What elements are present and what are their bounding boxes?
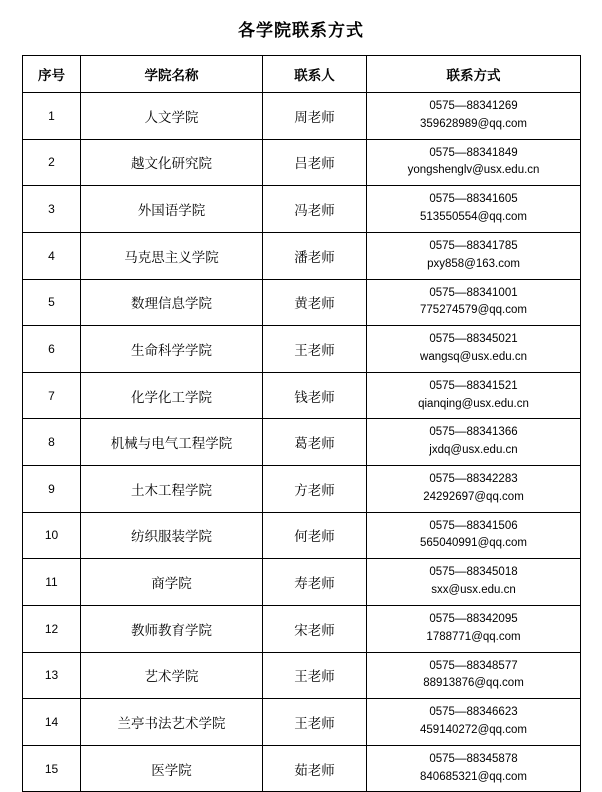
table-row (23, 652, 581, 699)
column-header-contact: 联系人 (263, 56, 367, 93)
cell-contact-info (367, 419, 581, 466)
contact-email: yongshenglv@usx.edu.cn (407, 164, 540, 177)
table-row (23, 605, 581, 652)
cell-index: 13 (23, 652, 81, 699)
table-body (23, 93, 581, 792)
contact-phone: 0575—88345021 (429, 333, 518, 346)
table-row (23, 186, 581, 233)
column-header-contact-info: 联系方式 (367, 56, 581, 93)
cell-contact-info (367, 605, 581, 652)
cell-college-name: 马克思主义学院 (81, 232, 263, 279)
cell-contact-person: 钱老师 (263, 372, 367, 419)
cell-contact-person: 黄老师 (263, 279, 367, 326)
cell-index: 4 (23, 232, 81, 279)
contact-phone: 0575—88341366 (429, 426, 518, 439)
table-row (23, 326, 581, 373)
cell-college-name: 医学院 (81, 745, 263, 792)
cell-contact-info (367, 745, 581, 792)
table-row (23, 512, 581, 559)
contact-email: 565040991@qq.com (420, 537, 527, 550)
cell-contact-person: 何老师 (263, 512, 367, 559)
cell-contact-person: 寿老师 (263, 559, 367, 606)
table-row (23, 279, 581, 326)
cell-college-name: 教师教育学院 (81, 605, 263, 652)
column-header-no: 序号 (23, 56, 81, 93)
contact-email: 1788771@qq.com (426, 630, 521, 643)
contact-phone: 0575—88341521 (429, 379, 518, 392)
page-title: 各学院联系方式 (238, 21, 364, 41)
cell-index: 11 (23, 559, 81, 606)
contact-phone: 0575—88341506 (429, 519, 518, 532)
contact-email: qianqing@usx.edu.cn (418, 397, 529, 410)
cell-contact-info (367, 372, 581, 419)
contact-email: sxx@usx.edu.cn (431, 584, 516, 597)
cell-college-name: 商学院 (81, 559, 263, 606)
table-row (23, 139, 581, 186)
cell-contact-person: 吕老师 (263, 139, 367, 186)
cell-index: 8 (23, 419, 81, 466)
contact-email: 459140272@qq.com (420, 723, 527, 736)
table-row (23, 745, 581, 792)
contact-phone: 0575—88342283 (429, 473, 518, 485)
cell-index: 5 (23, 279, 81, 326)
contact-phone: 0575—88341605 (429, 193, 518, 206)
cell-contact-info (367, 699, 581, 746)
contact-email: 513550554@qq.com (420, 211, 527, 224)
table-row (23, 232, 581, 279)
cell-contact-info (367, 559, 581, 606)
contact-email: 840685321@qq.com (420, 770, 527, 783)
cell-index: 7 (23, 372, 81, 419)
contact-phone: 0575—88348577 (429, 659, 518, 672)
cell-contact-person: 周老师 (263, 93, 367, 140)
cell-index: 1 (23, 93, 81, 140)
contact-email: wangsq@usx.edu.cn (420, 350, 527, 363)
contact-phone: 0575—88342095 (429, 612, 518, 625)
table-row (23, 466, 581, 513)
cell-contact-info (367, 186, 581, 233)
cell-contact-person: 王老师 (263, 326, 367, 373)
cell-college-name: 数理信息学院 (81, 279, 263, 326)
cell-contact-info (367, 139, 581, 186)
cell-college-name: 兰亭书法艺术学院 (81, 699, 263, 746)
cell-contact-person: 冯老师 (263, 186, 367, 233)
table-container (22, 55, 580, 792)
cell-index: 9 (23, 466, 81, 513)
cell-college-name: 化学化工学院 (81, 372, 263, 419)
cell-contact-info (367, 466, 581, 513)
contact-email: 24292697@qq.com (423, 490, 524, 503)
contact-email: 775274579@qq.com (420, 304, 527, 317)
cell-contact-info (367, 232, 581, 279)
table-row (23, 93, 581, 140)
contact-phone: 0575—88345878 (429, 752, 518, 765)
cell-index: 3 (23, 186, 81, 233)
contact-phone: 0575—88341269 (429, 100, 518, 112)
cell-index: 6 (23, 326, 81, 373)
table-header (23, 56, 581, 93)
contact-phone: 0575—88341001 (429, 286, 518, 299)
table-header-row (23, 56, 581, 93)
college-contact-table (22, 55, 581, 792)
contact-email: 88913876@qq.com (423, 677, 524, 690)
contact-phone: 0575—88345018 (429, 566, 518, 579)
cell-college-name: 机械与电气工程学院 (81, 419, 263, 466)
cell-contact-person: 宋老师 (263, 605, 367, 652)
cell-contact-person: 茹老师 (263, 745, 367, 792)
contact-email: jxdq@usx.edu.cn (429, 444, 518, 457)
cell-index: 10 (23, 512, 81, 559)
table-row (23, 559, 581, 606)
cell-contact-info (367, 279, 581, 326)
cell-college-name: 外国语学院 (81, 186, 263, 233)
column-header-college: 学院名称 (81, 56, 263, 93)
cell-college-name: 人文学院 (81, 93, 263, 140)
cell-college-name: 生命科学学院 (81, 326, 263, 373)
contact-email: 359628989@qq.com (420, 117, 527, 130)
contact-phone: 0575—88341849 (429, 146, 518, 159)
cell-contact-info (367, 93, 581, 140)
cell-contact-person: 王老师 (263, 699, 367, 746)
cell-contact-info (367, 512, 581, 559)
table-row (23, 372, 581, 419)
cell-contact-info (367, 326, 581, 373)
cell-college-name: 土木工程学院 (81, 466, 263, 513)
table-row (23, 419, 581, 466)
cell-contact-person: 葛老师 (263, 419, 367, 466)
contact-phone: 0575—88346623 (429, 706, 518, 719)
cell-contact-person: 王老师 (263, 652, 367, 699)
table-row (23, 699, 581, 746)
cell-index: 14 (23, 699, 81, 746)
cell-college-name: 越文化研究院 (81, 139, 263, 186)
contact-phone: 0575—88341785 (429, 239, 518, 252)
cell-index: 15 (23, 745, 81, 792)
cell-contact-person: 潘老师 (263, 232, 367, 279)
cell-college-name: 艺术学院 (81, 652, 263, 699)
cell-index: 2 (23, 139, 81, 186)
contact-email: pxy858@163.com (427, 257, 520, 270)
cell-contact-info (367, 652, 581, 699)
cell-index: 12 (23, 605, 81, 652)
cell-contact-person: 方老师 (263, 466, 367, 513)
cell-college-name: 纺织服装学院 (81, 512, 263, 559)
